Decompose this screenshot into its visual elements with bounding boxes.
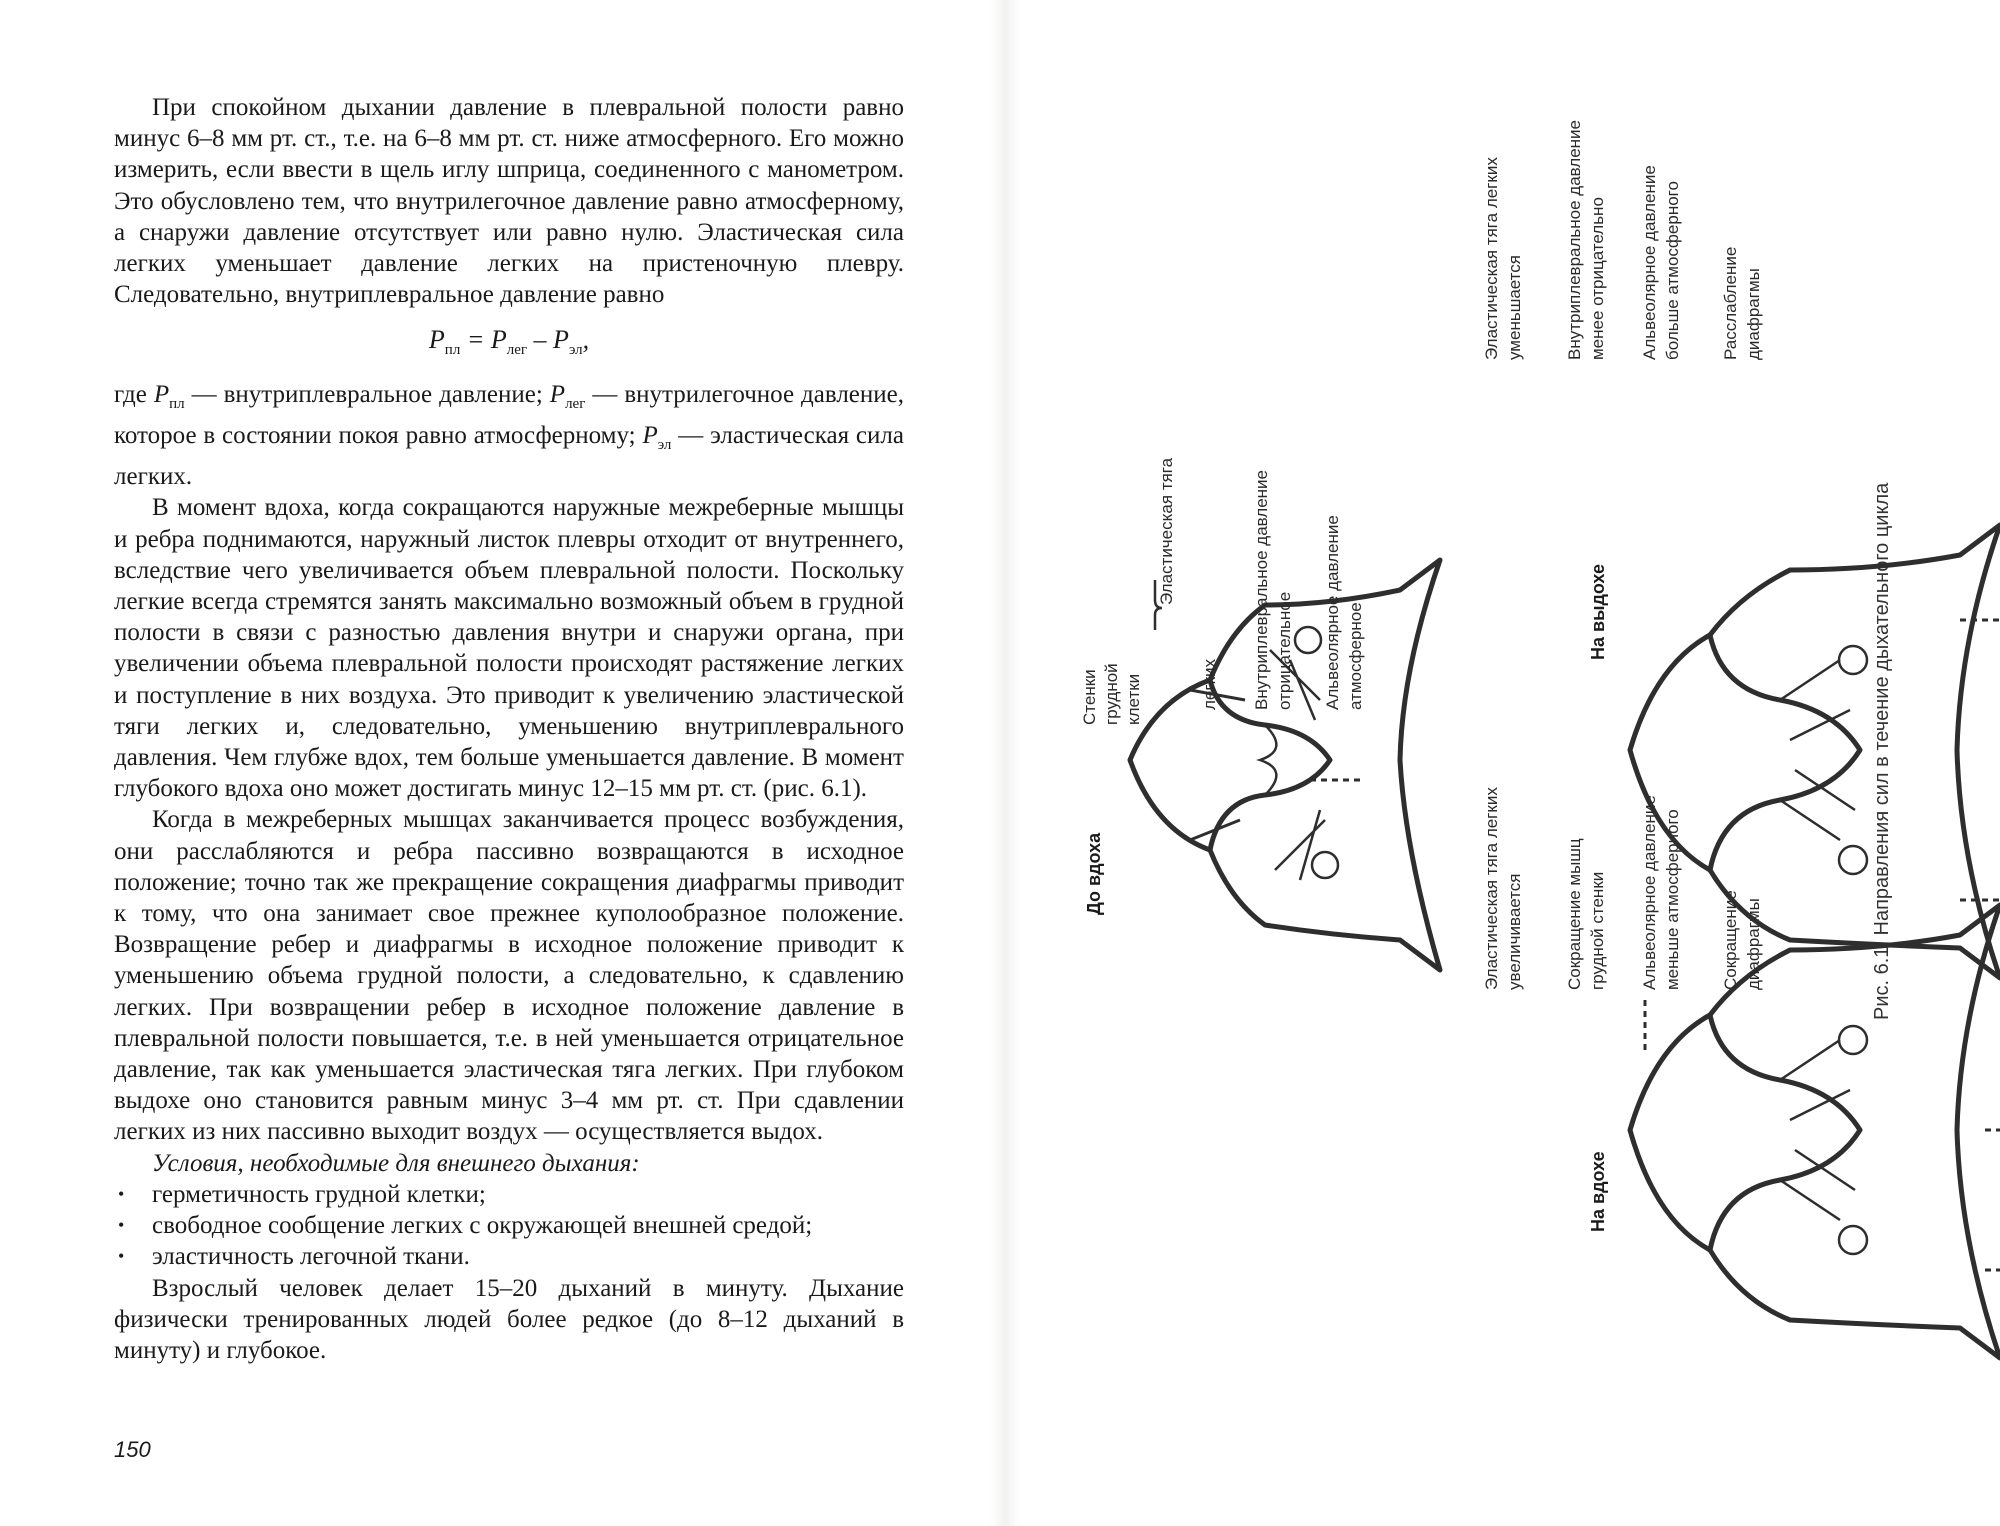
formula xyxy=(114,324,904,366)
label-chest-walls-3b: клетки xyxy=(1124,673,1143,725)
label-exhale-2a: Внутриплевральное давление xyxy=(1565,119,1584,360)
label-alveolar-2: атмосферное xyxy=(1346,602,1365,710)
paragraph-1: При спокойном дыхании давление в плевральной полости равно минус 6–8 мм рт. ст., т.е. на 6–8 мм рт. ст. ниже атмосферного. Его можно измерить, если ввести в щель иглу шприца, соединенного с манометром. Это обусловлено тем, что внутрилегочное давление равно атмосферному, а снаружи давление отсутствует или равно нулю. Эластическая сила легких уменьшает давление легких на пристеночную плевру. Следовательно, внутриплевральное давление равно xyxy=(114,94,904,309)
alveolus xyxy=(1839,1226,1867,1254)
conditions-heading: Условия, необходимые для внешнего дыхания: xyxy=(152,1149,640,1177)
label-alveolar-1: Альвеолярное давление xyxy=(1323,515,1342,710)
chest-outline xyxy=(1630,525,2000,978)
label-exhale-1b: уменьшается xyxy=(1505,255,1524,360)
label-exhale-3b: больше атмосферного xyxy=(1663,181,1682,360)
label-inhale-1b: увеличивается xyxy=(1505,873,1524,990)
label-chest-walls-2b: грудной xyxy=(1102,663,1121,725)
label-exhale-2b: менее отрицательно xyxy=(1588,197,1607,360)
alveolus xyxy=(1839,846,1867,874)
chest-outline xyxy=(1630,905,2000,1358)
formula-term-1: $P_{лег}$ xyxy=(490,325,528,359)
label-chest-walls-1b: Стенки xyxy=(1080,669,1099,725)
formula-lhs: $P_{пл}$ xyxy=(428,325,461,359)
lung-outline xyxy=(1710,1015,1860,1250)
label-elastic-pull: Эластическая тяга xyxy=(1157,457,1176,605)
bronchial-tree xyxy=(1260,725,1276,795)
paragraph-2: В момент вдоха, когда сокращаются наружные межреберные мышцы и ребра поднимаются, наружный листок плевры отходит от внутреннего, вследствие чего увеличивается объем плевральной полости. Поскольку легкие всегда стремятся занять максимально возможный объем в грудной полости в связи с разностью давления внутри и снаружи органа, при увеличении объема плевральной полости происходят растяжение легких и поступление в них воздуха. Это приводит к увеличению эластической тяги легких и, следовательно, уменьшению внутриплеврального давления. Чем глубже вдох, тем больше уменьшается давление. В момент глубокого вдоха оно может достигать минус 12–15 мм рт. ст. (рис. 6.1). xyxy=(114,494,904,803)
label-inhale-2a: Сокращение мышц xyxy=(1565,838,1584,990)
label-exhale-4b: диафрагмы xyxy=(1744,268,1763,360)
label-inhale-4b: диафрагмы xyxy=(1744,898,1763,990)
labels-exhale xyxy=(1482,120,1763,360)
page-number: 150 xyxy=(114,1437,151,1462)
label-exhale-4a: Расслабление xyxy=(1721,246,1740,360)
bronchial-branches xyxy=(1780,1040,1855,1220)
label-exhale-3a: Альвеолярное давление xyxy=(1640,165,1659,360)
formula-equals: = xyxy=(460,325,491,355)
label-inhale-3b: меньше атмосферного xyxy=(1663,809,1682,990)
label-inhale-4a: Сокращение xyxy=(1721,890,1740,990)
lung-outline xyxy=(1710,635,1860,870)
figure-6-1 xyxy=(1060,0,2000,1526)
diagram-before-inhale xyxy=(1084,560,2000,1220)
alveolus xyxy=(1839,1026,1867,1054)
label-exhale-1a: Эластическая тяга легких xyxy=(1482,157,1501,360)
formula-legend: где $P_{пл}$ — внутриплевральное давление; $P_{лег}$ — внутрилегочное давление, которое в состоянии покоя равно атмосферному; $P_{эл}$ — эластическая сила легких. xyxy=(114,380,905,491)
label-intrapleural-1: Внутриплевральное давление xyxy=(1252,469,1271,710)
paragraph-4: Взрослый человек делает 15–20 дыханий в минуту. Дыхание физически тренированных людей более редкое (до 8–12 дыханий в минуту) и глубокое. xyxy=(114,1274,904,1364)
label-inhale-2b: грудной стенки xyxy=(1588,871,1607,990)
label-intrapleural-2: отрицательное xyxy=(1275,591,1294,710)
conditions-list xyxy=(114,1179,904,1273)
alveolus xyxy=(1295,627,1321,653)
formula-term-2: $P_{эл}$ xyxy=(553,325,583,359)
figure-caption: Рис. 6.1. Направления сил в течение дыхательного цикла xyxy=(1871,482,1893,1020)
alveolus xyxy=(1312,852,1338,878)
alveolus xyxy=(1839,646,1867,674)
before-inhale-title: До вдоха xyxy=(1084,832,1104,915)
formula-end: , xyxy=(582,325,590,355)
page-gutter xyxy=(990,0,1020,1526)
paragraph-3: Когда в межреберных мышцах заканчивается процесс возбуждения, они расслабляются и ребра пассивно возвращаются в исходное положение; точно так же прекращение сокращения диафрагмы приводит к тому, что она занимает свое прежнее куполообразное положение. Возвращение ребер и диафрагмы в исходное положение приводит к уменьшению объема грудной полости, а следовательно, к сдавлению легких. При возвращении ребер в исходное положение давление в плевральной полости повышается, т.е. в ней уменьшается отрицательное давление, так как уменьшается эластическая тяга легких. При глубоком выдохе оно становится равным минус 3–4 мм рт. ст. При сдавлении легких из них пассивно выходит воздух — осуществляется выдох. xyxy=(114,806,904,1146)
label-lungs: легких xyxy=(1200,658,1219,710)
left-page-text xyxy=(114,92,904,1366)
figure-svg xyxy=(1060,0,2000,1526)
label-inhale-3a: Альвеолярное давление xyxy=(1640,795,1659,990)
list-item: • эластичность легочной ткани. xyxy=(114,1241,904,1272)
inhale-title: На вдохе xyxy=(1588,1151,1608,1232)
bronchial-branches xyxy=(1780,660,1855,840)
labels-before-inhale-top xyxy=(1080,457,1365,725)
label-inhale-1a: Эластическая тяга легких xyxy=(1482,787,1501,990)
list-item: • герметичность грудной клетки; xyxy=(114,1179,904,1210)
formula-minus: – xyxy=(527,325,554,355)
list-item: • свободное сообщение легких с окружающей внешней средой; xyxy=(114,1210,904,1241)
exhale-title: На выдохе xyxy=(1588,564,1608,660)
